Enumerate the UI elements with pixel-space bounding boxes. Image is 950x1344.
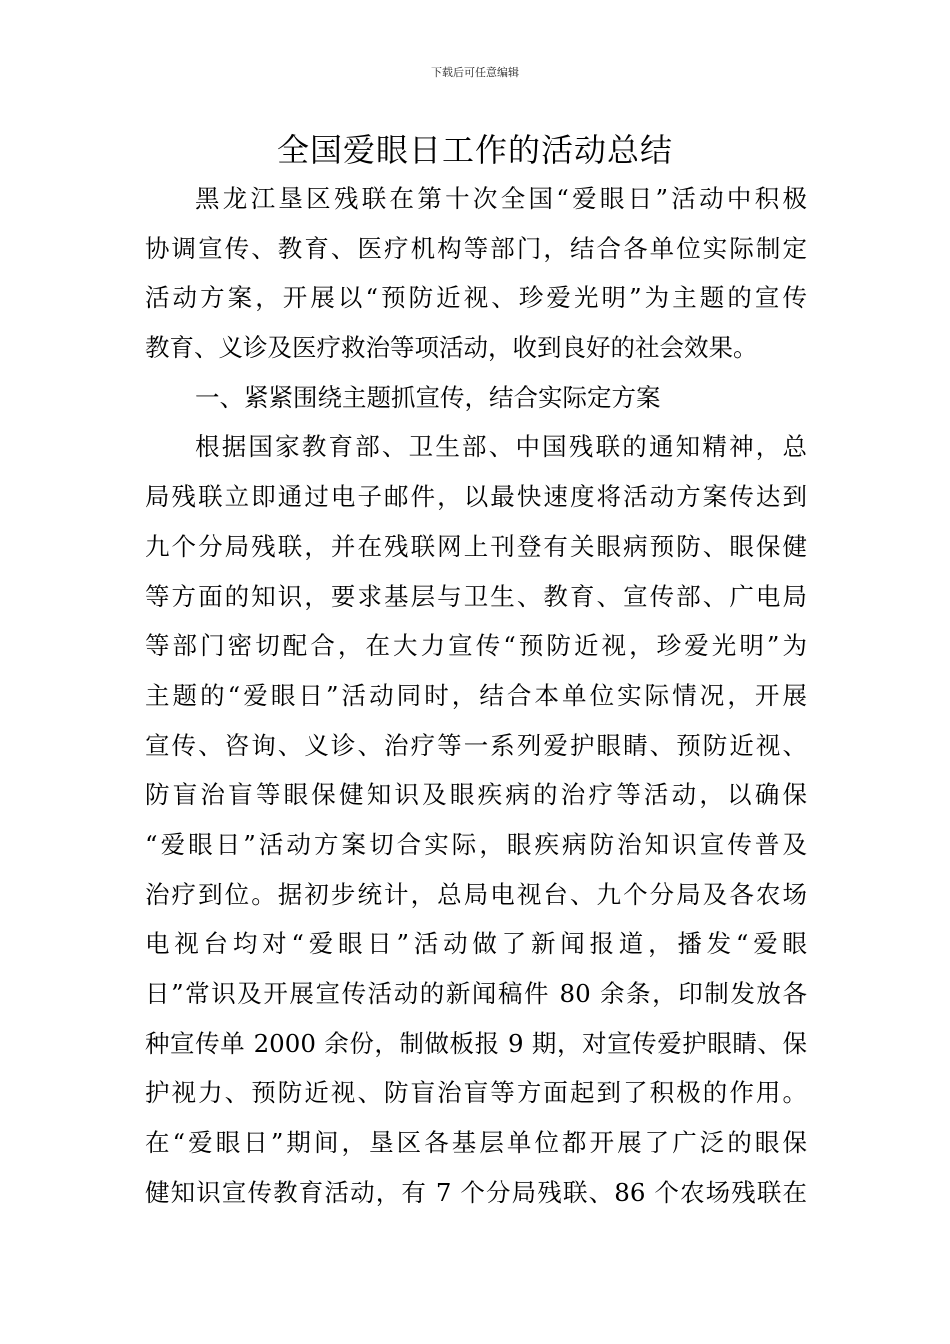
- section-heading: 一、紧紧围绕主题抓宣传，结合实际定方案: [195, 382, 661, 412]
- paragraph-line: 等方面的知识，要求基层与卫生、教育、宣传部、广电局: [145, 581, 807, 611]
- paragraph-line: 局残联立即通过电子邮件，以最快速度将活动方案传达到: [145, 482, 807, 512]
- paragraph-line: 教育、义诊及医疗救治等项活动，收到良好的社会效果。: [145, 333, 758, 363]
- paragraph-line: 护视力、预防近视、防盲治盲等方面起到了积极的作用。: [145, 1078, 807, 1108]
- paragraph-line: 日”常识及开展宣传活动的新闻稿件 80 余条，印制发放各: [145, 979, 807, 1008]
- paragraph-line: 在“爱眼日”期间，垦区各基层单位都开展了广泛的眼保: [145, 1128, 807, 1158]
- paragraph-line: 防盲治盲等眼保健知识及眼疾病的治疗等活动，以确保: [145, 780, 807, 810]
- paragraph-line: 宣传、咨询、义诊、治疗等一系列爱护眼睛、预防近视、: [145, 730, 807, 760]
- paragraph-line: 电视台均对“爱眼日”活动做了新闻报道，播发“爱眼: [145, 929, 807, 959]
- paragraph-line: 九个分局残联，并在残联网上刊登有关眼病预防、眼保健: [145, 531, 807, 561]
- paragraph-line: “爱眼日”活动方案切合实际，眼疾病防治知识宣传普及: [145, 829, 807, 859]
- paragraph-line: 健知识宣传教育活动，有 7 个分局残联、86 个农场残联在: [145, 1177, 807, 1207]
- paragraph-line: 协调宣传、教育、医疗机构等部门，结合各单位实际制定: [145, 233, 807, 263]
- paragraph-line: 活动方案，开展以“预防近视、珍爱光明”为主题的宣传: [145, 283, 807, 313]
- document-body: [145, 174, 807, 1217]
- paragraph-line: 种宣传单 2000 余份，制做板报 9 期，对宣传爱护眼睛、保: [145, 1028, 807, 1058]
- paragraph-line: 治疗到位。据初步统计，总局电视台、九个分局及各农场: [145, 879, 807, 909]
- paragraph-line: 根据国家教育部、卫生部、中国残联的通知精神，总: [195, 432, 807, 462]
- paragraph-line: 主题的“爱眼日”活动同时，结合本单位实际情况，开展: [145, 680, 807, 710]
- document-title: 全国爱眼日工作的活动总结: [276, 131, 673, 169]
- header-note: 下载后可任意编辑: [431, 66, 519, 79]
- paragraph-line: 等部门密切配合，在大力宣传“预防近视，珍爱光明”为: [145, 631, 807, 661]
- paragraph-line: 黑龙江垦区残联在第十次全国“爱眼日”活动中积极: [195, 184, 807, 213]
